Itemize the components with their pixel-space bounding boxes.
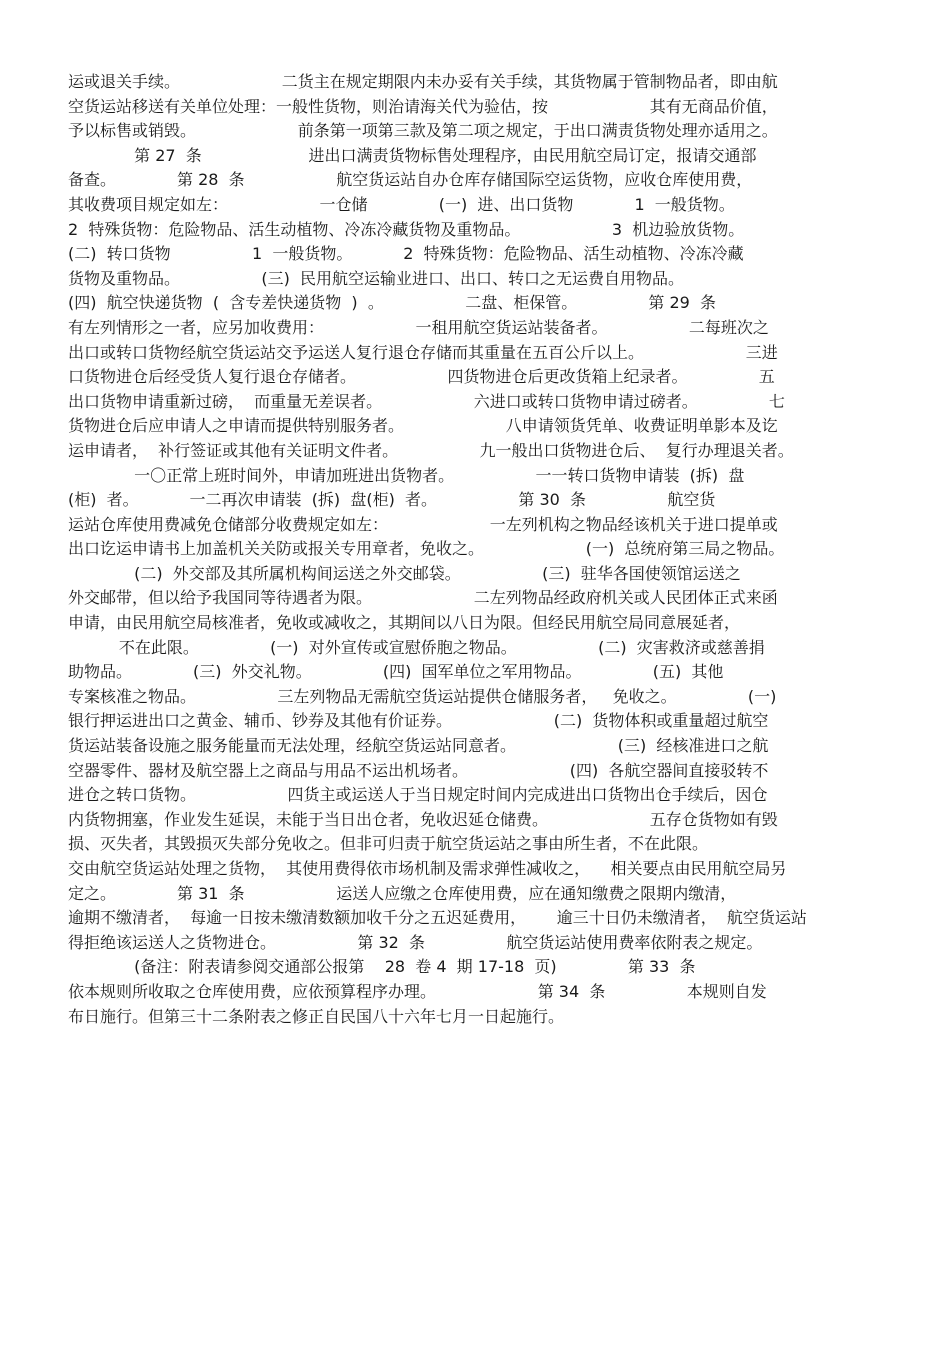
text-line: 损、灭失者，其毁损灭失部分免收之。但非可归责于航空货运站之事由所生者，不在此限。 <box>68 834 709 854</box>
text-line: 布日施行。但第三十二条附表之修正自民国八十六年七月一日起施行。 <box>68 1006 565 1026</box>
text-line: 一〇正常上班时间外，申请加班进出货物者。 一一转口货物申请装 (拆) 盘 <box>68 465 745 485</box>
text-line: 进仓之转口货物。 四货主或运送人于当日规定时间内完成进出口货物出仓手续后，因仓 <box>68 785 768 805</box>
text-line: 申请，由民用航空局核准者，免收或减收之，其期间以八日为限。但经民用航空局同意展延者， <box>68 613 741 633</box>
text-line: 出口货物申请重新过磅， 而重量无差误者。 六进口或转口货物申请过磅者。 七 <box>68 391 785 411</box>
text-line: 空器零件、器材及航空器上之商品与用品不运出机场者。 (四) 各航空器间直接驳转不 <box>68 760 769 780</box>
text-line: 内货物拥塞，作业发生延误，未能于当日出仓者，免收迟延仓储费。 五存仓货物如有毁 <box>68 809 778 829</box>
text-line: 出口讫运申请书上加盖机关关防或报关专用章者，免收之。 (一) 总统府第三局之物品。 <box>68 539 785 559</box>
text-line: 其收费项目规定如左： 一仓储 (一) 进、出口货物 1 一般货物。 <box>68 194 735 214</box>
text-line: (二) 外交部及其所属机构间运送之外交邮袋。 (三) 驻华各国使领馆运送之 <box>68 563 741 583</box>
text-line: 出口或转口货物经航空货运站交予运送人复行退仓存储而其重量在五百公斤以上。 三进 <box>68 342 778 362</box>
text-line: 外交邮带，但以给予我国同等待遇者为限。 二左列物品经政府机关或人民团体正式来函 <box>68 588 778 608</box>
text-line: 定之。 第 31 条 运送人应缴之仓库使用费，应在通知缴费之限期内缴清， <box>68 883 737 903</box>
text-line: 货运站装备设施之服务能量而无法处理，经航空货运站同意者。 (三) 经核准进口之航 <box>68 736 769 756</box>
text-line: 货物进仓后应申请人之申请而提供特别服务者。 八申请领货凭单、收费证明单影本及讫 <box>68 416 778 436</box>
text-line: 逾期不缴清者， 每逾一日按未缴清数额加收千分之五迟延费用， 逾三十日仍未缴清者， 航空货运站 <box>68 908 807 928</box>
text-line: 予以标售或销毁。 前条第一项第三款及第二项之规定，于出口满责货物处理亦适用之。 <box>68 121 778 141</box>
text-line: 不在此限。 (一) 对外宣传或宣慰侨胞之物品。 (二) 灾害救济或慈善捐 <box>68 637 765 657</box>
text-line: 交由航空货运站处理之货物， 其使用费得依市场机制及需求弹性减收之， 相关要点由民用航空局另 <box>68 859 787 878</box>
text-line: (四) 航空快递货物 ( 含专差快递货物 ) 。 二盘、柜保管。 第 29 条 <box>68 293 717 313</box>
text-line: 2 特殊货物：危险物品、活生动植物、冷冻冷藏货物及重物品。 3 机边验放货物。 <box>68 219 745 239</box>
text-line: 运站仓库使用费减免仓储部分收费规定如左： 一左列机构之物品经该机关于进口提单或 <box>68 514 778 534</box>
text-line: 专案核准之物品。 三左列物品无需航空货运站提供仓储服务者， 免收之。 (一) <box>68 686 777 706</box>
text-line: 运或退关手续。 二货主在规定期限内未办妥有关手续，其货物属于管制物品者，即由航 <box>68 72 778 91</box>
text-line: 运申请者， 补行签证或其他有关证明文件者。 九一般出口货物进仓后、 复行办理退关者。 <box>68 440 794 460</box>
text-line: 得拒绝该运送人之货物进仓。 第 32 条 航空货运站使用费率依附表之规定。 <box>68 932 763 952</box>
text-line: 助物品。 (三) 外交礼物。 (四) 国军单位之军用物品。 (五) 其他 <box>68 662 724 682</box>
text-line: 银行押运进出口之黄金、辅币、钞券及其他有价证券。 (二) 货物体积或重量超过航空 <box>68 711 769 731</box>
text-line: (备注：附表请参阅交通部公报第 28 卷 4 期 17-18 页) 第 33 条 <box>68 957 696 977</box>
text-line: 货物及重物品。 (三) 民用航空运输业进口、出口、转口之无运费自用物品。 <box>68 268 685 288</box>
regulation-text-block <box>68 70 888 1029</box>
text-line: (柜) 者。 一二再次申请装 (拆) 盘(柜) 者。 第 30 条 航空货 <box>68 490 716 510</box>
text-line: 依本规则所收取之仓库使用费，应依预算程序办理。 第 34 条 本规则自发 <box>68 981 767 1001</box>
text-line: (二) 转口货物 1 一般货物。 2 特殊货物：危险物品、活生动植物、冷冻冷藏 <box>68 244 744 264</box>
text-line: 第 27 条 进出口满责货物标售处理程序，由民用航空局订定，报请交通部 <box>68 145 757 165</box>
text-line: 口货物进仓后经受货人复行退仓存储者。 四货物进仓后更改货箱上纪录者。 五 <box>68 367 775 387</box>
text-line: 有左列情形之一者，应另加收费用： 一租用航空货运站装备者。 二每班次之 <box>68 317 769 337</box>
text-line: 空货运站移送有关单位处理：一般性货物，则治请海关代为验估，按 其有无商品价值， <box>68 96 778 116</box>
text-line: 备查。 第 28 条 航空货运站自办仓库存储国际空运货物，应收仓库使用费， <box>68 170 753 190</box>
